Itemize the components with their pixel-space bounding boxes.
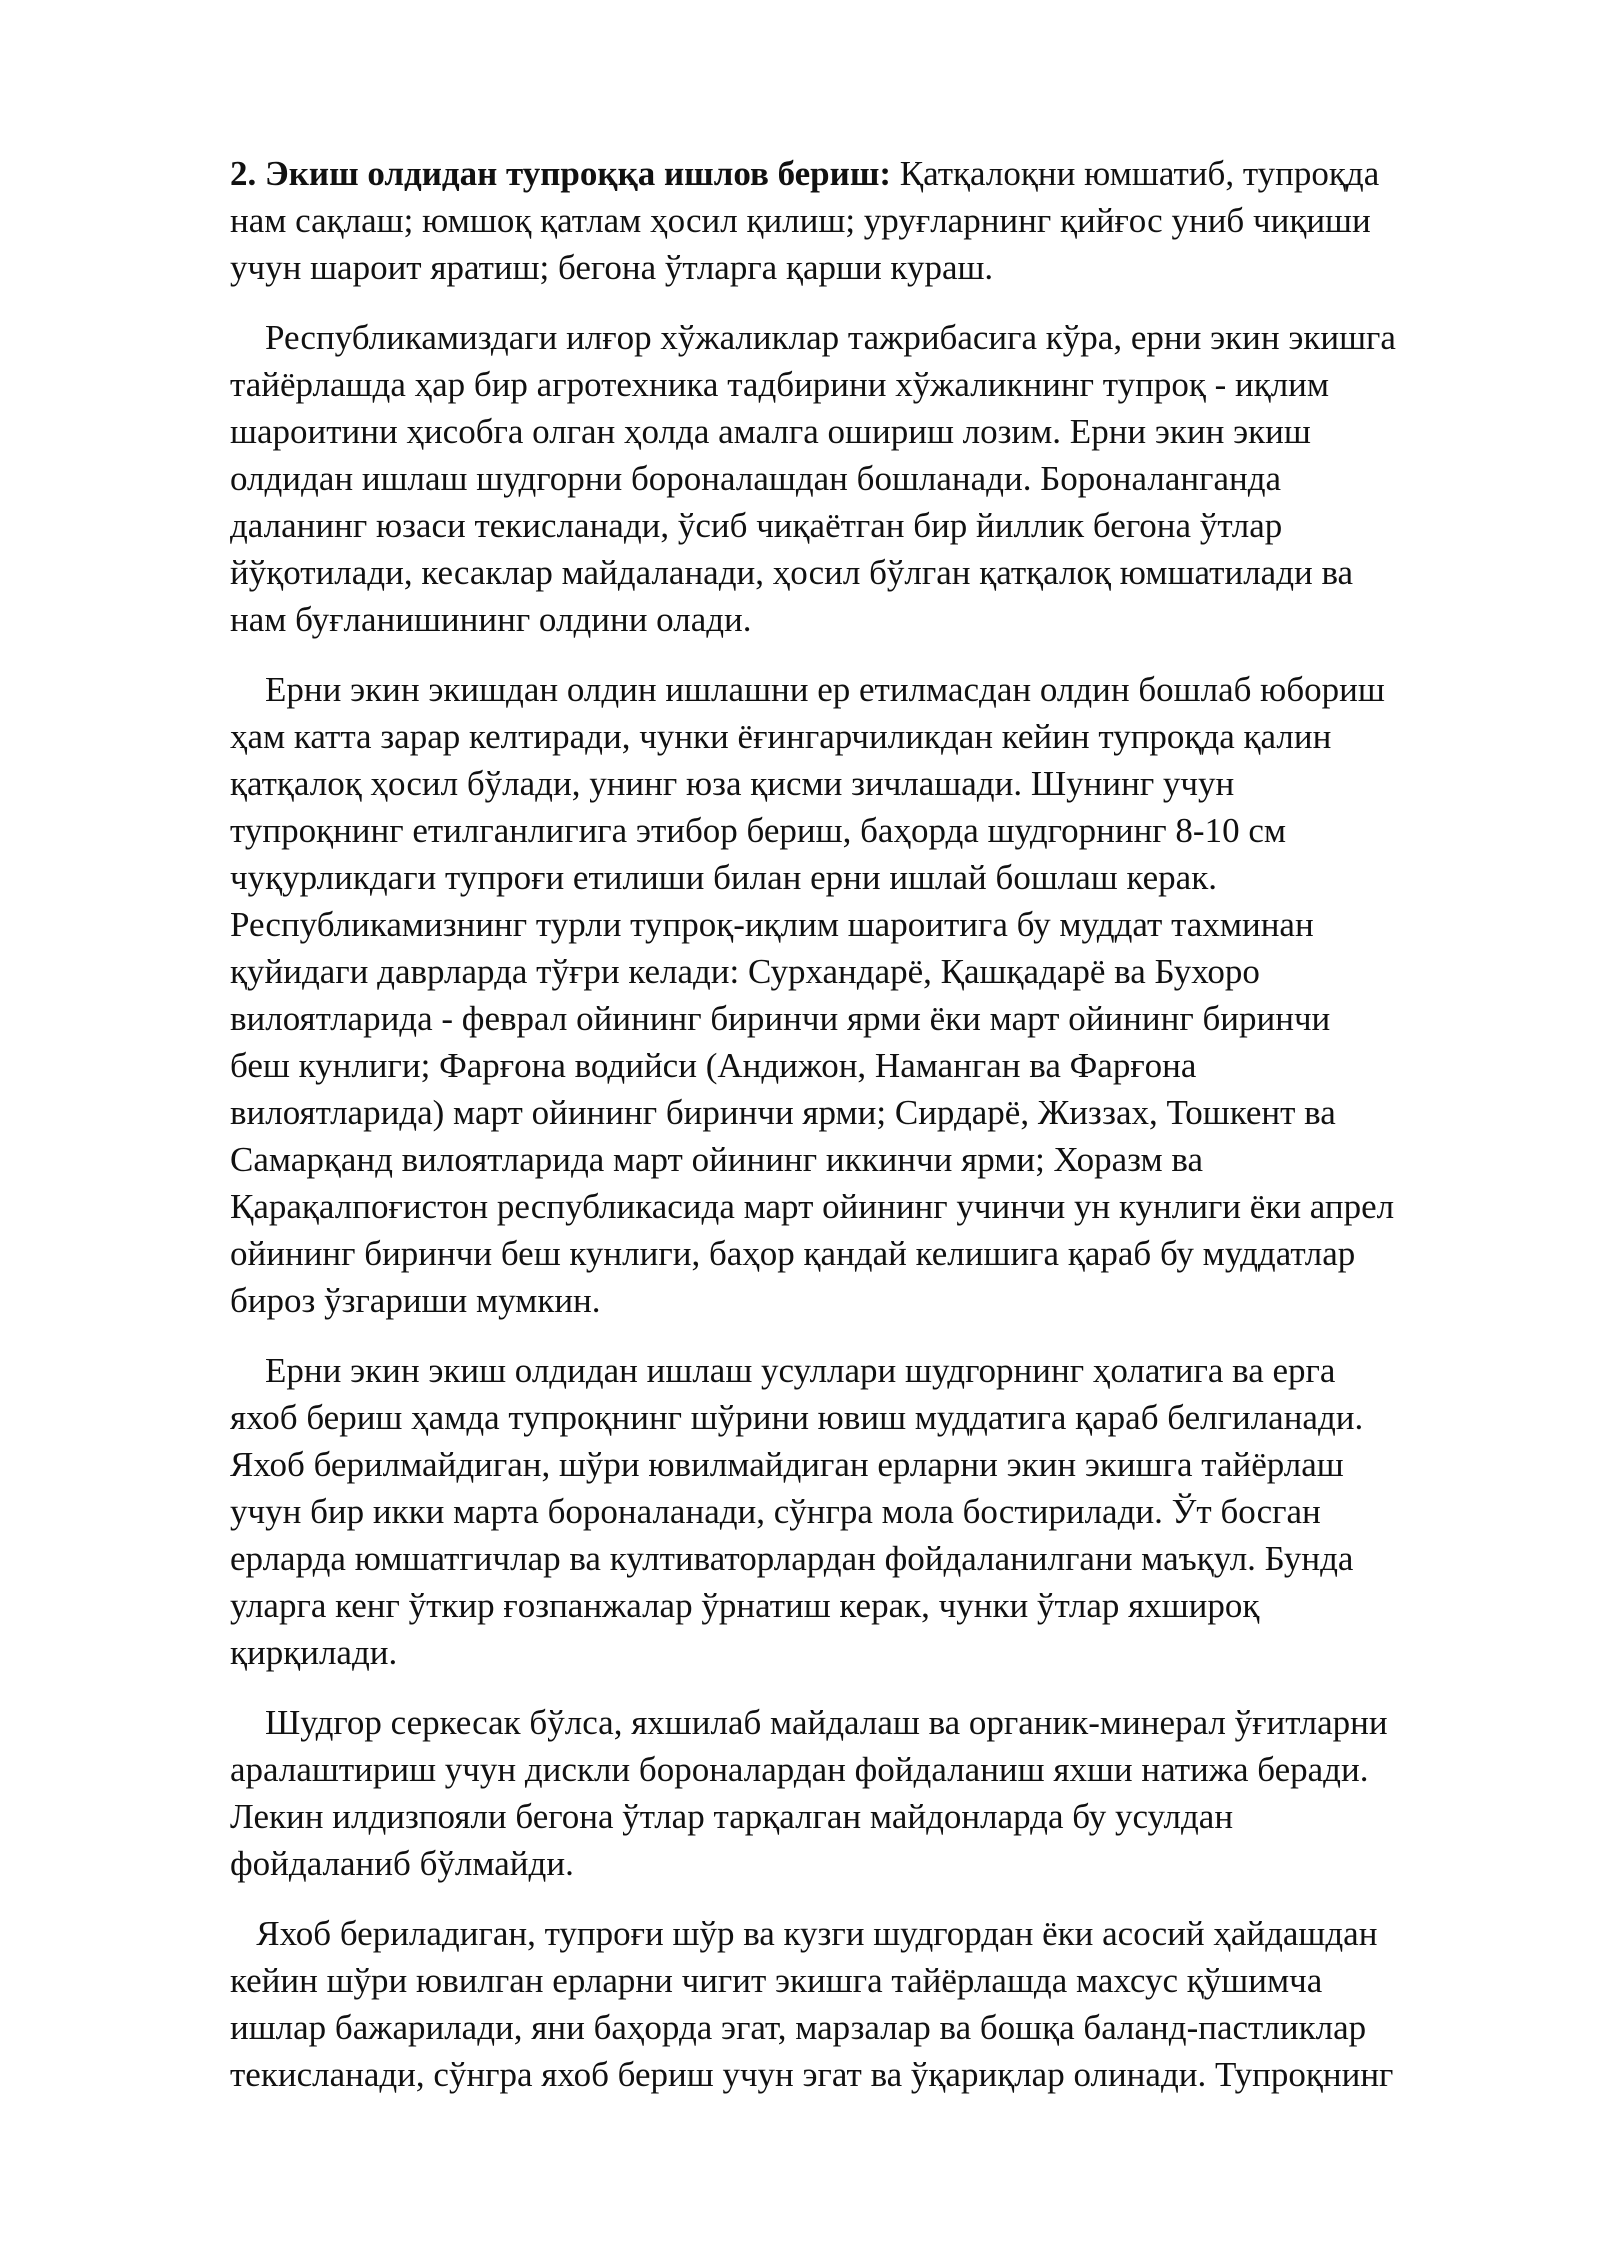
paragraph-5 <box>230 1699 1490 1887</box>
paragraph-6-line-4: текисланади, сўнгра яхоб бериш учун эгат ва ўқариқлар олинади. Тупроқнинг <box>230 2055 1394 2094</box>
paragraph-3-line-4: тупроқнинг етилганлигига этибор бериш, баҳорда шудгорнинг 8-10 см <box>230 811 1286 850</box>
paragraph-2-line-5: даланинг юзаси текисланади, ўсиб чиқаётган бир йиллик бегона ўтлар <box>230 506 1283 545</box>
document-body <box>230 150 1490 2121</box>
paragraph-3-line-3: қатқалоқ ҳосил бўлади, унинг юза қисми зичлашади. Шунинг учун <box>230 764 1235 803</box>
paragraph-5-line-2: аралаштириш учун дискли бороналардан фойдаланиш яхши натижа беради. <box>230 1750 1369 1789</box>
paragraph-5-line-4: фойдаланиб бўлмайди. <box>230 1844 574 1883</box>
paragraph-6-line-3: ишлар бажарилади, яни баҳорда эгат, марзалар ва бошқа баланд-пастликлар <box>230 2008 1367 2047</box>
paragraph-3-line-2: ҳам катта зарар келтиради, чунки ёғингарчиликдан кейин тупроқда қалин <box>230 717 1332 756</box>
paragraph-3-line-9: беш кунлиги; Фарғона водийси (Андижон, Наманган ва Фарғона <box>230 1046 1197 1085</box>
paragraph-2-line-6: йўқотилади, кесаклар майдаланади, ҳосил бўлган қатқалоқ юмшатилади ва <box>230 553 1354 592</box>
paragraph-5-line-3: Лекин илдизпояли бегона ўтлар тарқалган майдонларда бу усулдан <box>230 1797 1234 1836</box>
paragraph-3-line-7: қуйидаги даврларда тўғри келади: Сурхандарё, Қашқадарё ва Бухоро <box>230 952 1260 991</box>
paragraph-3-line-13: ойининг биринчи беш кунлиги, баҳор қандай келишига қараб бу муддатлар <box>230 1234 1356 1273</box>
paragraph-3-line-14: бироз ўзгариши мумкин. <box>230 1281 601 1320</box>
paragraph-4-line-7: қирқилади. <box>230 1633 398 1672</box>
paragraph-3-line-8: вилоятларида - феврал ойининг биринчи ярми ёки март ойининг биринчи <box>230 999 1331 1038</box>
paragraph-2-line-7: нам буғланишининг олдини олади. <box>230 600 752 639</box>
section-heading: 2. Экиш олдидан тупроққа ишлов бериш: <box>230 154 892 193</box>
paragraph-1-line-1-text: Қатқалоқни юмшатиб, тупроқда <box>891 154 1380 193</box>
paragraph-2 <box>230 314 1490 643</box>
paragraph-4 <box>230 1347 1490 1676</box>
paragraph-3-line-6: Республикамизнинг турли тупроқ-иқлим шароитига бу муддат тахминан <box>230 905 1314 944</box>
paragraph-6 <box>230 1910 1490 2098</box>
paragraph-3-line-12: Қарақалпоғистон республикасида март ойининг учинчи ун кунлиги ёки апрел <box>230 1187 1395 1226</box>
paragraph-6-line-2: кейин шўри ювилган ерларни чигит экишга тайёрлашда махсус қўшимча <box>230 1961 1323 2000</box>
paragraph-3-line-5: чуқурликдаги тупроғи етилиши билан ерни ишлай бошлаш керак. <box>230 858 1217 897</box>
paragraph-2-line-4: олдидан ишлаш шудгорни бороналашдан бошланади. Бороналанганда <box>230 459 1282 498</box>
paragraph-2-line-3: шароитини ҳисобга олган ҳолда амалга ошириш лозим. Ерни экин экиш <box>230 412 1311 451</box>
paragraph-4-line-1: Ерни экин экиш олдидан ишлаш усуллари шудгорнинг ҳолатига ва ерга <box>230 1351 1336 1390</box>
paragraph-3-line-1: Ерни экин экишдан олдин ишлашни ер етилмасдан олдин бошлаб юбориш <box>230 670 1385 709</box>
paragraph-4-line-5: ерларда юмшатгичлар ва култиваторлардан фойдаланилгани маъқул. Бунда <box>230 1539 1354 1578</box>
paragraph-6-line-1: Яхоб бериладиган, тупроғи шўр ва кузги шудгордан ёки асосий ҳайдашдан <box>230 1914 1378 1953</box>
paragraph-1-line-3: учун шароит яратиш; бегона ўтларга қарши кураш. <box>230 248 994 287</box>
paragraph-5-line-1: Шудгор серкесак бўлса, яхшилаб майдалаш ва органик-минерал ўғитларни <box>230 1703 1388 1742</box>
paragraph-4-line-6: уларга кенг ўткир ғозпанжалар ўрнатиш керак, чунки ўтлар яхшироқ <box>230 1586 1260 1625</box>
paragraph-4-line-4: учун бир икки марта бороналанади, сўнгра мола бостирилади. Ўт босган <box>230 1492 1321 1531</box>
paragraph-2-line-2: тайёрлашда ҳар бир агротехника тадбирини хўжаликнинг тупроқ - иқлим <box>230 365 1330 404</box>
paragraph-3-line-10: вилоятларида) март ойининг биринчи ярми; Сирдарё, Жиззах, Тошкент ва <box>230 1093 1336 1132</box>
paragraph-1 <box>230 150 1490 291</box>
paragraph-2-line-1: Республикамиздаги илғор хўжаликлар тажрибасига кўра, ерни экин экишга <box>230 318 1396 357</box>
paragraph-1-line-2: нам сақлаш; юмшоқ қатлам ҳосил қилиш; уруғларнинг қийғос униб чиқиши <box>230 201 1371 240</box>
paragraph-3 <box>230 666 1490 1324</box>
paragraph-4-line-3: Яхоб берилмайдиган, шўри ювилмайдиган ерларни экин экишга тайёрлаш <box>230 1445 1344 1484</box>
paragraph-1-line-1 <box>230 150 1490 197</box>
paragraph-3-line-11: Самарқанд вилоятларида март ойининг иккинчи ярми; Хоразм ва <box>230 1140 1203 1179</box>
paragraph-4-line-2: яхоб бериш ҳамда тупроқнинг шўрини ювиш муддатига қараб белгиланади. <box>230 1398 1364 1437</box>
